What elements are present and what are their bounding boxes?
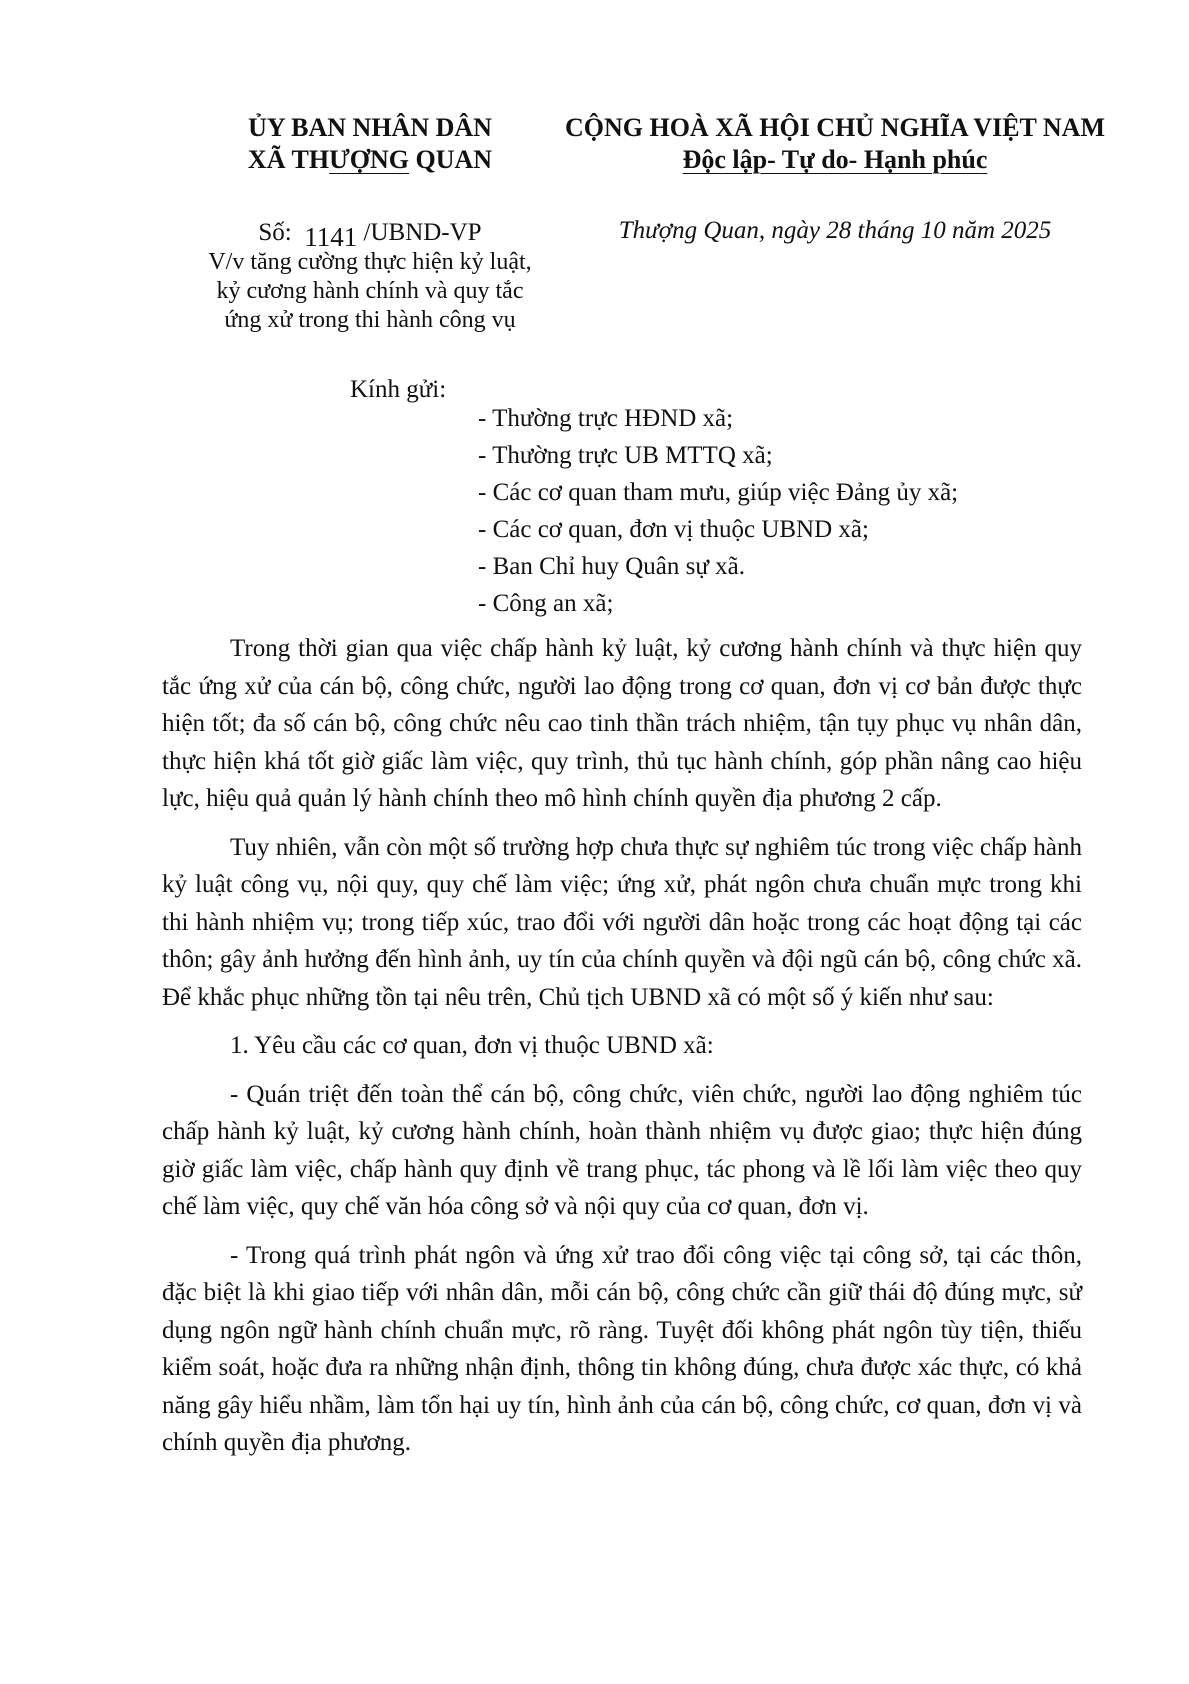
issuer-line-2-underlined: ƯỢNG [329, 145, 409, 174]
recipient-item: - Thường trực HĐND xã; [478, 405, 734, 432]
subject-line: V/v tăng cường thực hiện kỷ luật, [208, 249, 532, 275]
recipients-list [478, 400, 958, 622]
issuer-line-1: ỦY BAN NHÂN DÂN [248, 113, 492, 142]
recipient-item: - Ban Chỉ huy Quân sự xã. [478, 553, 745, 580]
issuer-block [190, 112, 550, 335]
recipient-item: - Thường trực UB MTTQ xã; [478, 442, 773, 469]
national-header [560, 112, 1110, 246]
body-paragraph: - Trong quá trình phát ngôn và ứng xử trao đổi công việc tại công sở, tại các thôn, đặc biệt là khi giao tiếp với nhân dân, mỗi cán bộ, công chức cần giữ thái độ đúng mực, sử dụng ngôn ngữ hành chính chuẩn mực, rõ ràng. Tuyệt đối không phát ngôn tùy tiện, thiếu kiểm soát, hoặc đưa ra những nhận định, thông tin không đúng, chưa được xác thực, có khả năng gây hiểu nhầm, làm tổn hại uy tín, hình ảnh của cán bộ, công chức, cơ quan, đơn vị và chính quyền địa phương. [162, 1241, 1082, 1456]
document-number [190, 216, 550, 252]
subject-line: kỷ cương hành chính và quy tắc [216, 278, 524, 304]
section-heading: 1. Yêu cầu các cơ quan, đơn vị thuộc UBND xã: [230, 1032, 714, 1059]
recipient-item: - Các cơ quan tham mưu, giúp việc Đảng ủy xã; [478, 479, 959, 506]
issuer-line-2-pre: XÃ TH [247, 145, 330, 174]
subject-line: ứng xử trong thi hành công vụ [224, 307, 516, 333]
recipients-label: Kính gửi: [350, 376, 447, 403]
recipient-item: - Công an xã; [478, 590, 614, 617]
place-date: Thượng Quan, ngày 28 tháng 10 năm 2025 [618, 217, 1052, 244]
issuer-line-2 [190, 144, 550, 176]
body-paragraph: Tuy nhiên, vẫn còn một số trường hợp chưa thực sự nghiêm túc trong việc chấp hành kỷ luật công vụ, nội quy, quy chế làm việc; ứng xử, phát ngôn chưa chuẩn mực trong khi thi hành nhiệm vụ; trong tiếp xúc, trao đổi với người dân hoặc trong các hoạt động tại các thôn; gây ảnh hưởng đến hình ảnh, uy tín của chính quyền và đội ngũ cán bộ, công chức xã. Để khắc phục những tồn tại nêu trên, Chủ tịch UBND xã có một số ý kiến như sau: [162, 833, 1082, 1011]
national-motto: Độc lập- Tự do- Hạnh phúc [682, 145, 988, 174]
recipient-item: - Các cơ quan, đơn vị thuộc UBND xã; [478, 516, 869, 543]
country-name: CỘNG HOÀ XÃ HỘI CHỦ NGHĨA VIỆT NAM [564, 113, 1106, 142]
number-suffix: /UBND-VP [363, 219, 482, 246]
body-paragraph: Trong thời gian qua việc chấp hành kỷ luật, kỷ cương hành chính và thực hiện quy tắc ứng xử của cán bộ, công chức, người lao động trong cơ quan, đơn vị cơ bản được thực hiện tốt; đa số cán bộ, công chức nêu cao tinh thần trách nhiệm, tận tụy phục vụ nhân dân, thực hiện khá tốt giờ giấc làm việc, quy trình, thủ tục hành chính, góp phần nâng cao hiệu lực, hiệu quả quản lý hành chính theo mô hình chính quyền địa phương 2 cấp. [162, 635, 1082, 812]
number-prefix: Số: [258, 219, 292, 246]
issuer-line-2-post: QUAN [409, 145, 493, 174]
number-value: 1141 [304, 222, 358, 252]
document-body [162, 630, 1082, 1462]
body-paragraph: - Quán triệt đến toàn thể cán bộ, công chức, viên chức, người lao động nghiêm túc chấp hành kỷ luật, kỷ cương hành chính, hoàn thành nhiệm vụ được giao; thực hiện đúng giờ giấc làm việc, chấp hành quy định về trang phục, tác phong và lề lối làm việc theo quy chế làm việc, quy chế văn hóa công sở và nội quy của cơ quan, đơn vị. [162, 1080, 1082, 1220]
